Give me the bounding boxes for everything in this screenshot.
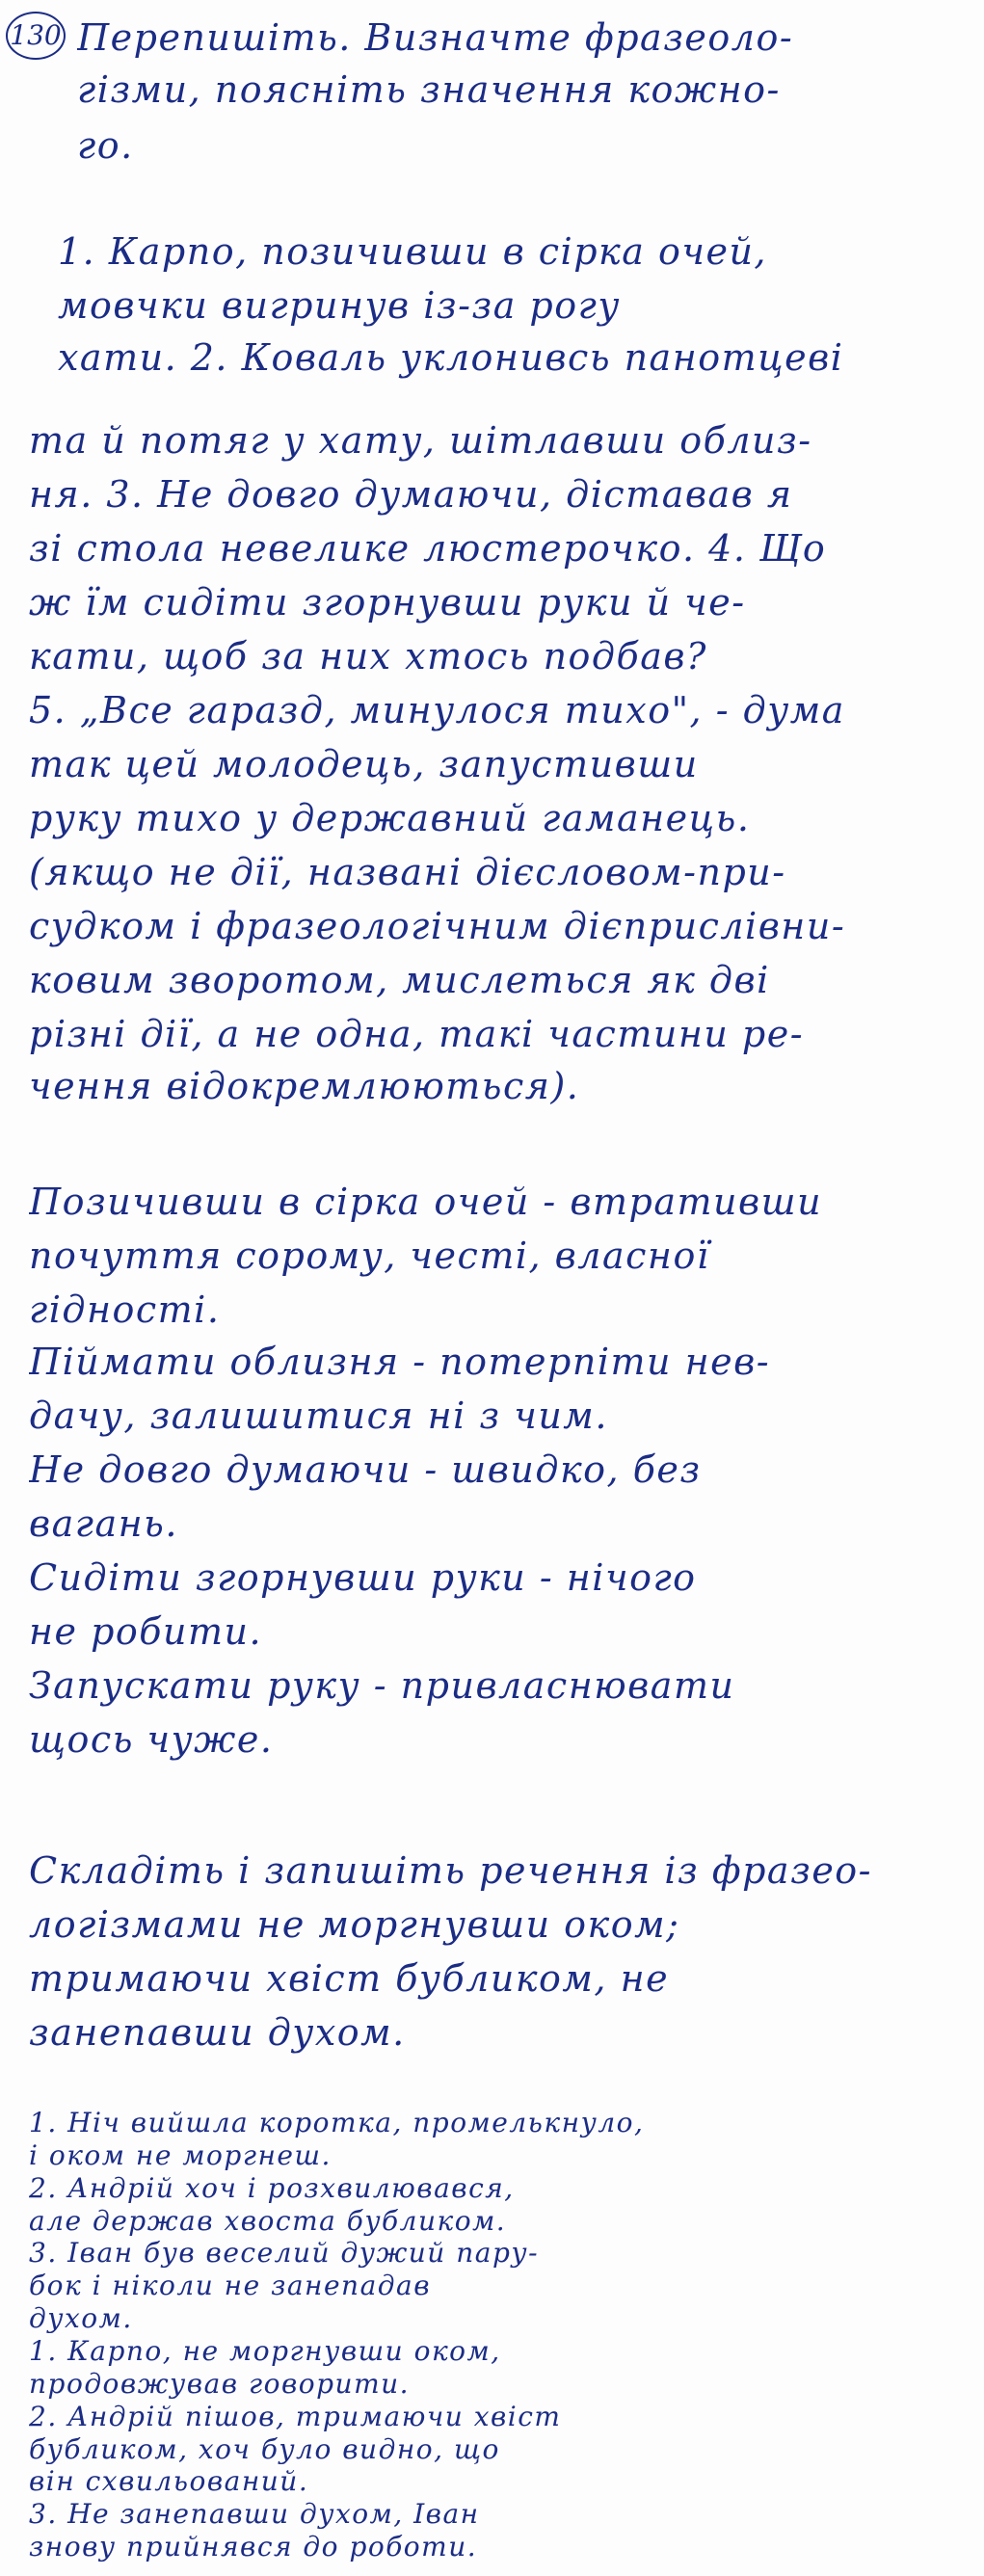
meaning-line: дачу, залишитися ні з чим. [29, 1394, 608, 1437]
text-line: чення відокремлюються). [29, 1065, 580, 1107]
task-line: Перепишіть. Визначте фразеоло- [77, 16, 794, 59]
task-line: гізми, поясніть значення кожно- [77, 68, 781, 111]
meaning-line: почуття сорому, честі, власної [29, 1235, 710, 1277]
answer-line: 1. Ніч вийшла коротка, промелькнуло, [29, 2107, 645, 2138]
answer-line: продовжував говорити. [29, 2367, 411, 2400]
exercise-number: 130 [6, 12, 66, 60]
meaning-line: Позичивши в сірка очей - втративши [29, 1181, 823, 1223]
text-line: судком і фразеологічним дієприслівни- [29, 905, 846, 947]
answer-line: 3. Не занепавши духом, Іван [29, 2498, 480, 2531]
text-line: кати, щоб за них хтось подбав? [29, 635, 707, 677]
text-line: ковим зворотом, мислеться як дві [29, 959, 770, 1001]
answer-line: 1. Карпо, не моргнувши оком, [29, 2335, 501, 2367]
task2-line: логізмами не моргнувши оком; [29, 1903, 680, 1946]
answer-line: він схвильований. [29, 2465, 309, 2498]
meaning-line: не робити. [29, 1610, 263, 1653]
task-line: го. [77, 124, 134, 167]
meaning-line: Піймати облизня - потерпіти нев- [29, 1341, 771, 1383]
answer-line: 2. Андрій хоч і розхвилювався, [29, 2171, 515, 2204]
text-line: так цей молодець, запустивши [29, 743, 699, 785]
meaning-line: Сидіти згорнувши руки - нічого [29, 1556, 697, 1599]
text-line: 5. „Все гаразд, минулося тихо", - дума [29, 689, 845, 731]
answer-line: знову прийнявся до роботи. [29, 2531, 478, 2563]
answer-line: 3. Іван був веселий дужий пару- [29, 2237, 540, 2270]
task2-line: Складіть і запишіть речення із фразео- [29, 1849, 873, 1892]
answer-line: бок і ніколи не занепадав [29, 2270, 432, 2302]
text-line: різні дії, а не одна, такі частини ре- [29, 1013, 805, 1055]
answer-line: духом. [29, 2302, 133, 2335]
text-line: мовчки вигринув із-за рогу [58, 284, 621, 327]
text-line: 1. Карпо, позичивши в сірка очей, [58, 230, 768, 273]
answer-line: і оком не моргнеш. [29, 2138, 332, 2171]
meaning-line: вагань. [29, 1502, 178, 1545]
task2-line: занепавши духом. [29, 2011, 406, 2054]
answer-line: 2. Андрій пішов, тримаючи хвіст [29, 2400, 562, 2432]
text-line: зі стола невелике люстерочко. 4. Що [29, 527, 827, 570]
text-line: (якщо не дії, названі дієсловом-при- [29, 851, 786, 893]
text-line: хати. 2. Коваль уклонивсь панотцеві [58, 336, 844, 379]
text-line: руку тихо у державний гаманець. [29, 797, 751, 839]
meaning-line: щось чуже. [29, 1718, 274, 1761]
task2-line: тримаючи хвіст бубликом, не [29, 1957, 670, 2000]
meaning-line: гідності. [29, 1288, 221, 1331]
text-line: ня. 3. Не довго думаючи, діставав я [29, 473, 793, 516]
answer-line: бубликом, хоч було видно, що [29, 2432, 500, 2465]
answer-line: але держав хвоста бубликом. [29, 2204, 507, 2237]
meaning-line: Запускати руку - привласнювати [29, 1664, 735, 1707]
text-line: ж їм сидіти згорнувши руки й че- [29, 581, 746, 624]
text-line: та й потяг у хату, шітлавши облиз- [29, 419, 812, 462]
meaning-line: Не довго думаючи - швидко, без [29, 1448, 702, 1491]
